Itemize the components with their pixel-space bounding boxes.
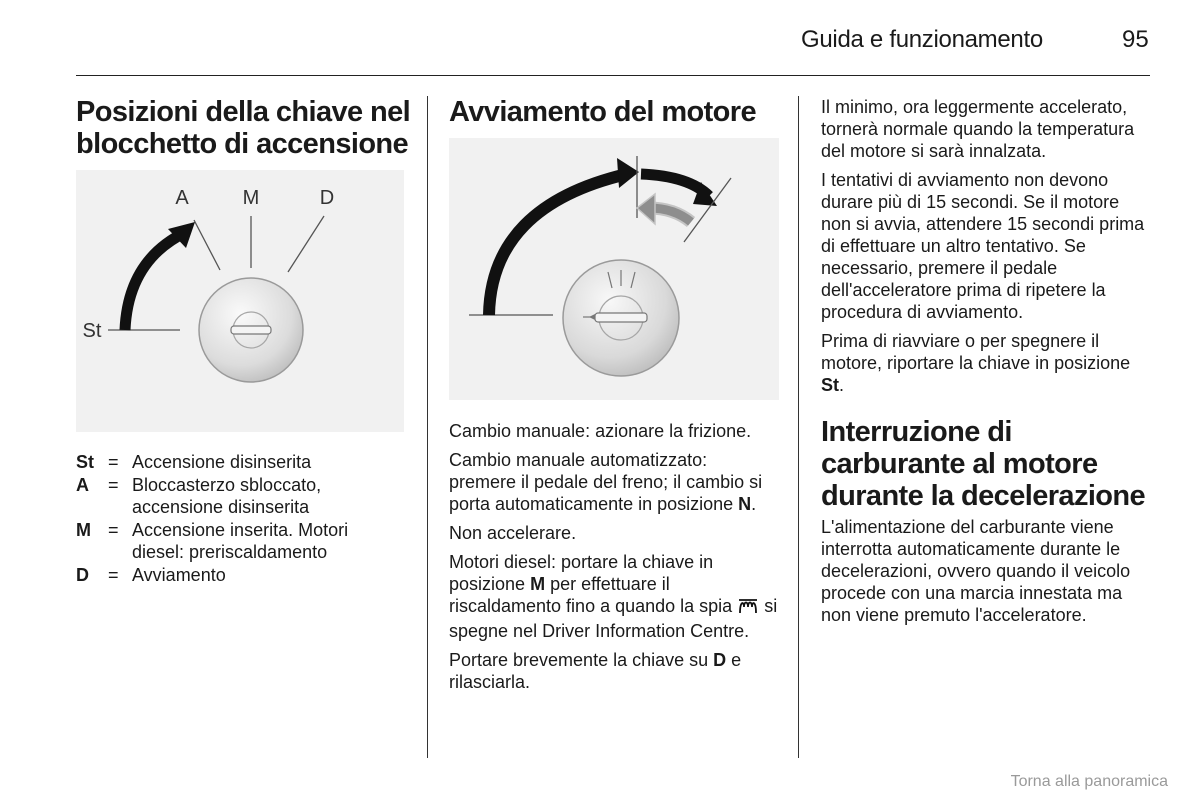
section-heading-fuel-cutoff: Interruzione di carburante al motore durante la decelerazione	[821, 416, 1146, 512]
rotation-arrow-shaft	[125, 232, 186, 330]
label-m: M	[242, 187, 260, 209]
legend-equals: =	[108, 474, 119, 495]
key-slot	[595, 313, 647, 322]
bold-term: D	[713, 650, 727, 670]
legend-equals: =	[108, 519, 119, 540]
label-a: A	[175, 187, 189, 209]
header-rule	[76, 75, 1150, 76]
legend-equals: =	[108, 452, 119, 472]
col2-heading-wrap	[449, 96, 779, 128]
legend-text: Bloccasterzo sbloccato, accensione disinserita	[132, 474, 322, 517]
label-st: St	[82, 320, 102, 342]
pointer-line-a	[194, 220, 220, 270]
page-number: 95	[1122, 26, 1149, 53]
paragraph: Cambio manuale automatizzato: premere il pedale del freno; il cambio si porta automaticamente in posizione N.	[449, 450, 763, 514]
paragraph: Prima di riavviare o per spegnere il motore, riportare la chiave in posizione St.	[821, 331, 1131, 395]
legend-text: Accensione inserita. Motori diesel: preriscaldamento	[132, 519, 349, 562]
ignition-positions-figure	[76, 170, 404, 432]
return-arrowhead	[637, 194, 655, 224]
bold-term: M	[530, 574, 546, 594]
pointer-line-d	[288, 216, 324, 272]
legend-key: St	[76, 452, 94, 472]
paragraph: I tentativi di avviamento non devono durare più di 15 secondi. Se il motore non si avvia, attendere 15 secondi prima di effettuare un altro tentativo. Se necessario, premere il pedale dell'acceleratore prima di ripetere la procedura di avviamento.	[821, 170, 1145, 322]
legend-row-st	[76, 451, 382, 474]
section-heading-key-positions: Posizioni della chiave nel blocchetto di accensione	[76, 96, 411, 160]
paragraph: Non accelerare.	[449, 523, 577, 543]
paragraph: Motori diesel: portare la chiave in posizione M per effettuare il riscaldamento fino a quando la spia si spegne nel Driver Information Centre.	[449, 552, 778, 641]
col1-heading-wrap	[76, 96, 421, 160]
header-title: Guida e funzionamento	[801, 26, 1043, 53]
legend-row-m	[76, 519, 382, 564]
back-to-overview-link[interactable]: Torna alla panoramica	[1010, 773, 1168, 790]
column-separator-left	[427, 96, 428, 758]
legend-key: A	[76, 474, 89, 495]
paragraph: L'alimentazione del carburante viene interrotta automaticamente durante le decelerazioni, ovvero quando il veicolo procede con una marcia innestata ma non viene premuto l'acceleratore.	[821, 517, 1131, 625]
section-heading-engine-start: Avviamento del motore	[449, 96, 757, 128]
legend-row-a	[76, 474, 382, 519]
legend-row-d	[76, 564, 382, 587]
paragraph: Cambio manuale: azionare la frizione.	[449, 421, 752, 441]
legend-text: Avviamento	[132, 564, 226, 585]
bold-term: N	[738, 494, 752, 514]
legend-equals: =	[108, 564, 119, 585]
column-separator-right	[798, 96, 799, 758]
paragraph: Il minimo, ora leggermente accelerato, tornerà normale quando la temperatura del motore si sarà innalzata.	[821, 97, 1135, 161]
legend-key: D	[76, 564, 89, 585]
preheating-warning-icon	[737, 597, 759, 620]
label-d: D	[319, 187, 335, 209]
ignition-positions-illustration	[76, 170, 404, 432]
paragraph: Portare brevemente la chiave su D e rilasciarla.	[449, 650, 742, 692]
key-position-legend	[76, 451, 382, 586]
key-slot	[231, 326, 271, 334]
col2-body	[449, 420, 779, 700]
engine-start-figure	[449, 138, 779, 400]
legend-key: M	[76, 519, 91, 540]
bold-term: St	[821, 375, 839, 395]
col3-body	[821, 96, 1153, 633]
legend-text: Accensione disinserita	[132, 452, 312, 472]
engine-start-illustration	[449, 138, 779, 400]
start-arrowhead	[617, 158, 639, 188]
